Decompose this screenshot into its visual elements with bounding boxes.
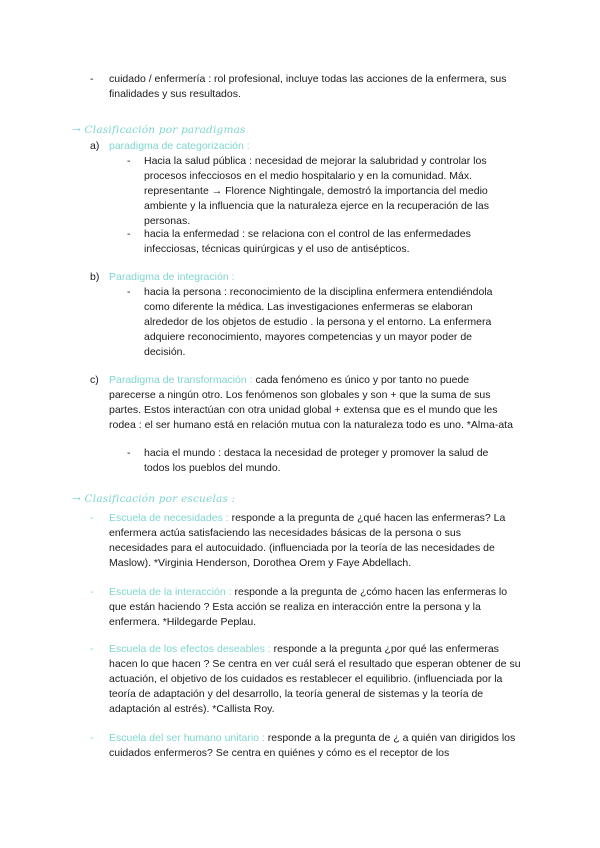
school-item-4-text: responde a la pregunta de ¿ a quién van dirigidos los cuidados enfermeros? Se centra en quiénes y cómo es el receptor de los bbox=[109, 732, 516, 759]
school-item-3-text: responde a la pregunta ¿por qué las enfermeras hacen lo que hacen ? Se centra en ver cuál será el resultado que esperan obtener de su actuación, el objetivo de los cuidados es restablecer el equilibrio. (influenciada por la teoría de adaptación y del desarrollo, la teoría general de sistemas y la teoría de adaptación al estrés). *Callista Roy. bbox=[109, 643, 521, 715]
bullet-marker: - bbox=[127, 447, 131, 459]
paradigm-b bbox=[90, 270, 530, 285]
school-item-1-paragraph bbox=[109, 511, 522, 571]
bullet-marker: - bbox=[127, 228, 131, 240]
paradigm-a-title: paradigma de categorización : bbox=[109, 140, 250, 152]
paradigm-c-item-1 bbox=[127, 446, 512, 476]
paradigm-a-item-2 bbox=[127, 227, 512, 257]
paradigm-a-item-1 bbox=[127, 154, 512, 229]
paradigm-c bbox=[90, 373, 518, 433]
paradigm-a-item-2-text: hacia la enfermedad : se relaciona con el control de las enfermedades infecciosas, técnicas quirúrgicas y el uso de antisépticos. bbox=[144, 228, 471, 255]
paradigm-a bbox=[90, 139, 530, 154]
paradigm-c-text: cada fenómeno es único y por tanto no puede parecerse a ningún otro. Los fenómenos son globales y son + que la suma de sus partes. Estos interactúan con otra unidad global + extensa que es el mundo que les rodea : el ser humano está en relación mutua con la naturaleza todo es uno. *Alma-ata bbox=[109, 374, 513, 431]
item-marker: a) bbox=[90, 140, 100, 152]
schools-heading: → Clasificación por escuelas : bbox=[72, 493, 236, 505]
school-item-3-title: Escuela de los efectos deseables : bbox=[109, 643, 271, 655]
school-item-1-text: responde a la pregunta de ¿qué hacen las enfermeras? La enfermera actúa satisfaciendo las necesidades básicas de la persona o sus necesidades para el autocuidado. (influenciada por la teoría de las necesidades de Maslow). *Virginia Henderson, Dorothea Orem y Faye Abdellach. bbox=[109, 512, 506, 569]
paradigm-b-title: Paradigma de integración : bbox=[109, 271, 235, 283]
school-item-3 bbox=[90, 642, 522, 717]
intro-text: cuidado / enfermería : rol profesional, incluye todas las acciones de la enfermera, sus finalidades y sus resultados. bbox=[109, 73, 507, 100]
item-marker: b) bbox=[90, 271, 100, 283]
school-item-3-paragraph bbox=[109, 642, 522, 717]
paradigm-a-item-1-text: Hacia la salud pública : necesidad de mejorar la salubridad y controlar los procesos infecciosos en el medio hospitalario y en la comunidad. Máx. representante → Florence Nightingale, demostró la importancia del medio ambiente y la influencia que la naturaleza ejerce en la recuperación de las personas. bbox=[144, 155, 489, 227]
bullet-marker: - bbox=[90, 586, 94, 598]
paradigm-c-item-1-text: hacia el mundo : destaca la necesidad de proteger y promover la salud de todos los pueblos del mundo. bbox=[144, 447, 489, 474]
school-item-4-paragraph bbox=[109, 731, 522, 761]
paradigm-b-item-1 bbox=[127, 285, 512, 360]
paradigm-c-title: Paradigma de transformación : bbox=[109, 374, 253, 386]
school-item-4 bbox=[90, 731, 522, 761]
paradigm-b-item-1-text: hacia la persona : reconocimiento de la disciplina enfermera entendiéndola como diferente la médica. Las investigaciones enfermeras se elaboran alrededor de los objetos de estudio . la persona y el entorno. La enfermera adquiere reconocimiento, mayores competencias y un mayor poder de decisión. bbox=[144, 286, 493, 358]
bullet-marker: - bbox=[90, 643, 94, 655]
bullet-marker: - bbox=[127, 155, 131, 167]
paradigms-heading: → Clasificación por paradigmas bbox=[72, 124, 246, 136]
school-item-1-title: Escuela de necesidades : bbox=[109, 512, 229, 524]
bullet-marker: - bbox=[127, 286, 131, 298]
bullet-marker: - bbox=[90, 73, 94, 85]
school-item-2-paragraph bbox=[109, 585, 522, 630]
intro-item bbox=[90, 72, 530, 102]
bullet-marker: - bbox=[90, 512, 94, 524]
bullet-marker: - bbox=[90, 732, 94, 744]
item-marker: c) bbox=[90, 374, 99, 386]
school-item-4-title: Escuela del ser humano unitario : bbox=[109, 732, 265, 744]
school-item-2 bbox=[90, 585, 522, 630]
school-item-1 bbox=[90, 511, 522, 571]
paradigm-c-paragraph bbox=[109, 373, 518, 433]
school-item-2-text: responde a la pregunta de ¿cómo hacen las enfermeras lo que están haciendo ? Esta acción se realiza en interacción entre la persona y la enfermera. *Hildegarde Peplau. bbox=[109, 586, 508, 628]
school-item-2-title: Escuela de la interacción : bbox=[109, 586, 232, 598]
